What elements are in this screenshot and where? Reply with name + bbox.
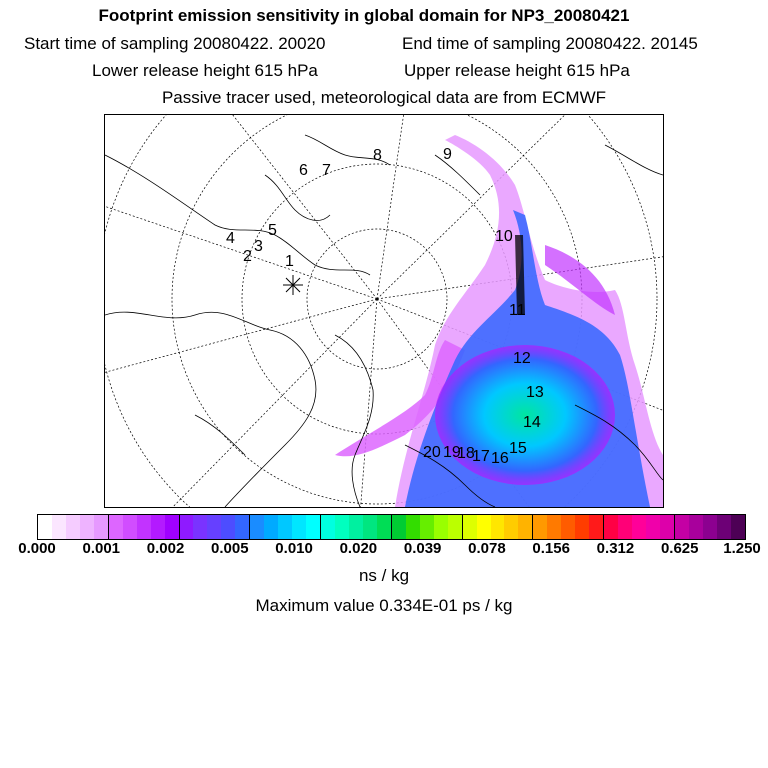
colorbar-segment: [264, 515, 278, 539]
colorbar-segment: [137, 515, 151, 539]
colorbar-segment: [221, 515, 235, 539]
label-10: 10: [495, 228, 513, 245]
colorbar-tick-label: 0.020: [339, 540, 378, 557]
colorbar-segment: [589, 515, 604, 539]
colorbar-segment: [675, 515, 689, 539]
colorbar-segment: [618, 515, 632, 539]
map-title: Footprint emission sensitivity in global domain for NP3_20080421: [98, 6, 630, 25]
colorbar-segment: [434, 515, 448, 539]
colorbar-tick-label: 0.156: [532, 540, 570, 557]
colorbar-segment: [518, 515, 533, 539]
colorbar-tick-label: 0.039: [403, 540, 442, 557]
colorbar-tick-label: 0.001: [82, 540, 121, 557]
end-time-text: End time of sampling 20080422. 20145: [402, 34, 698, 53]
colorbar-segment: [660, 515, 675, 539]
label-18: 18: [457, 445, 475, 462]
colorbar-segment: [392, 515, 406, 539]
colorbar-segment: [321, 515, 335, 539]
colorbar-segment: [278, 515, 292, 539]
label-6: 6: [299, 162, 308, 179]
colorbar-segment: [180, 515, 194, 539]
sampling-times-row: [0, 34, 768, 56]
colorbar-segment: [292, 515, 306, 539]
release-point-star: [283, 275, 303, 295]
colorbar-tick-label: 0.005: [211, 540, 249, 557]
colorbar-segment: [349, 515, 363, 539]
release-height-row: [0, 61, 768, 83]
colorbar-segment: [207, 515, 221, 539]
colorbar-segment: [533, 515, 547, 539]
tracer-note: Passive tracer used, meteorological data are from ECMWF: [161, 88, 607, 107]
colorbar-segment: [575, 515, 589, 539]
colorbar-segment: [632, 515, 646, 539]
colorbar-segment: [717, 515, 731, 539]
label-9: 9: [443, 146, 452, 163]
label-1: 1: [285, 253, 294, 270]
label-12: 12: [513, 350, 531, 367]
colorbar-tick-label: 0.078: [468, 540, 506, 557]
colorbar-segment: [561, 515, 575, 539]
label-15: 15: [509, 440, 527, 457]
footprint-map: [104, 114, 664, 508]
colorbar-segment: [491, 515, 505, 539]
label-4: 4: [226, 230, 235, 247]
start-time-text: Start time of sampling 20080422. 20020: [24, 34, 326, 53]
label-14: 14: [523, 414, 541, 431]
colorbar-tick-label: 1.250: [723, 540, 761, 557]
label-19: 19: [443, 444, 461, 461]
colorbar-segment: [646, 515, 660, 539]
colorbar-segment: [123, 515, 137, 539]
colorbar: [37, 514, 746, 540]
label-16: 16: [491, 450, 509, 467]
colorbar-unit: ns / kg: [358, 566, 410, 585]
colorbar-tick-label: 0.625: [660, 540, 699, 557]
colorbar-tick-label: 0.000: [18, 540, 56, 557]
colorbar-segment: [448, 515, 463, 539]
colorbar-segment: [151, 515, 165, 539]
colorbar-segment: [477, 515, 491, 539]
colorbar-segment: [235, 515, 250, 539]
colorbar-segment: [38, 515, 52, 539]
colorbar-segment: [406, 515, 420, 539]
map-canvas: [105, 115, 663, 507]
label-2: 2: [243, 248, 252, 265]
colorbar-segment: [689, 515, 703, 539]
colorbar-segment: [306, 515, 321, 539]
colorbar-segment: [420, 515, 434, 539]
colorbar-segment: [52, 515, 66, 539]
label-11: 11: [509, 302, 526, 319]
maximum-value-text: Maximum value 0.334E-01 ps / kg: [255, 596, 513, 615]
colorbar-segment: [335, 515, 349, 539]
label-13: 13: [526, 384, 544, 401]
colorbar-segment: [703, 515, 717, 539]
colorbar-segment: [604, 515, 618, 539]
colorbar-segment: [504, 515, 518, 539]
colorbar-segment: [193, 515, 207, 539]
label-8: 8: [373, 147, 382, 164]
colorbar-segment: [94, 515, 109, 539]
colorbar-segment: [547, 515, 561, 539]
colorbar-segment: [165, 515, 180, 539]
colorbar-segment: [377, 515, 392, 539]
colorbar-segment: [250, 515, 264, 539]
lower-release-height-text: Lower release height 615 hPa: [92, 61, 318, 80]
label-17: 17: [472, 448, 490, 465]
colorbar-tick-label: 0.312: [596, 540, 635, 557]
colorbar-tick-label: 0.010: [275, 540, 313, 557]
colorbar-segment: [363, 515, 377, 539]
colorbar-segment: [66, 515, 80, 539]
label-3: 3: [254, 238, 263, 255]
label-20: 20: [423, 444, 441, 461]
colorbar-segment: [731, 515, 745, 539]
label-7: 7: [322, 162, 331, 179]
upper-release-height-text: Upper release height 615 hPa: [404, 61, 630, 80]
colorbar-tick-label: 0.002: [146, 540, 185, 557]
colorbar-segment: [463, 515, 477, 539]
colorbar-segment: [109, 515, 123, 539]
label-5: 5: [268, 222, 277, 239]
colorbar-segment: [80, 515, 94, 539]
